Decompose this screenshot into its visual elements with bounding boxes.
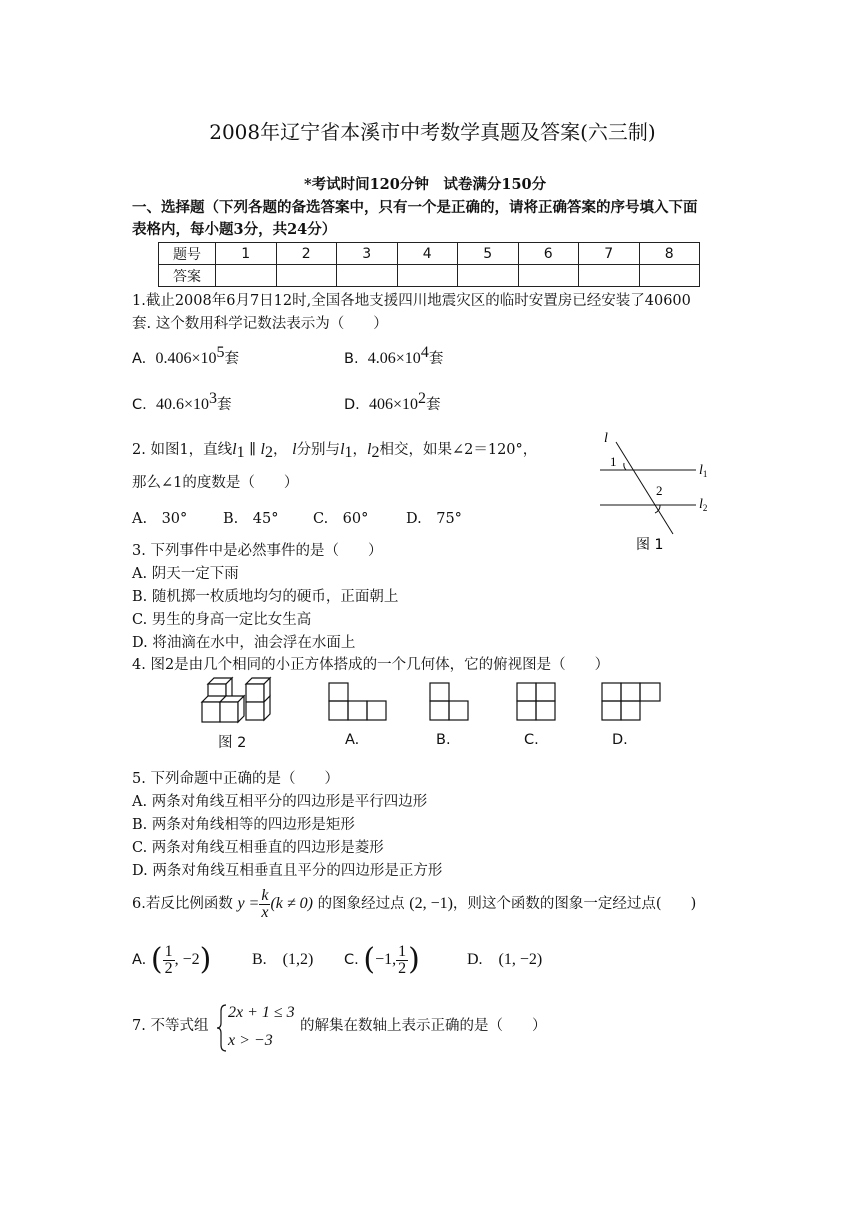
table-cell: 1 xyxy=(216,243,277,265)
label-angle-2: 2 xyxy=(656,483,663,498)
table-cell: 3 xyxy=(337,243,398,265)
table-cell: 8 xyxy=(639,243,700,265)
q2-option-d: D. 75° xyxy=(406,511,462,527)
q2-stem-line2: 那么∠1的度数是（ ） xyxy=(132,475,299,491)
table-header-cell: 答案 xyxy=(159,265,216,287)
table-row xyxy=(159,265,700,287)
answer-cell[interactable] xyxy=(579,265,640,287)
answer-cell[interactable] xyxy=(276,265,337,287)
table-row xyxy=(159,243,700,265)
answer-cell[interactable] xyxy=(397,265,458,287)
q6-option-a: A. ( $\frac{1}{2}$ , −2 ) xyxy=(132,942,212,977)
q1-option-d: D. $406\times 10^2$套 xyxy=(344,390,441,413)
brace-icon xyxy=(216,1003,228,1053)
exam-info: *考试时间120分钟 试卷满分150分 xyxy=(304,176,547,193)
answer-cell[interactable] xyxy=(216,265,277,287)
q1-stem-line1: 1.截止2008年6月7日12时,全国各地支援四川地震灾区的临时安置房已经安装了40600 xyxy=(132,293,691,309)
q7-prefix: 7. 不等式组 xyxy=(132,1018,209,1034)
q2-option-a: A. 30° xyxy=(132,511,188,527)
q2-figure xyxy=(590,428,720,558)
q7-suffix: 的解集在数轴上表示正确的是（ ） xyxy=(300,1018,547,1034)
answer-cell[interactable] xyxy=(639,265,700,287)
q5-stem: 5. 下列命题中正确的是（ ） xyxy=(132,771,339,787)
q4-stem: 4. 图2是由几个相同的小正方体搭成的一个几何体，它的俯视图是（ ） xyxy=(132,657,610,673)
section-heading-line1: 一、选择题（下列各题的备选答案中，只有一个是正确的，请将正确答案的序号填入下面 xyxy=(132,199,698,216)
q1-stem-line2: 套. 这个数用科学记数法表示为（ ） xyxy=(132,316,388,332)
table-cell: 2 xyxy=(276,243,337,265)
q5-option-b: B. 两条对角线相等的四边形是矩形 xyxy=(132,817,355,833)
q7-inequality-1: 2x + 1 ≤ 3 xyxy=(228,1004,295,1021)
q3-stem: 3. 下列事件中是必然事件的是（ ） xyxy=(132,543,383,559)
label-l: l xyxy=(604,431,608,446)
label-l1: $l_1$ xyxy=(699,463,708,479)
q6-stem: 6.若反比例函数 y = $\frac{k}{x}$ (k ≠ 0) 的图象经过点 (2, −1) ，则这个函数的图象一定经过点( ) xyxy=(132,886,697,921)
answer-table xyxy=(158,242,700,287)
table-header-cell: 题号 xyxy=(159,243,216,265)
q6-option-b: B. (1,2) xyxy=(252,951,314,968)
q2-option-c: C. 60° xyxy=(313,511,369,527)
figure2-caption: 图 2 xyxy=(218,735,247,751)
q4-option-b-figure xyxy=(429,682,473,722)
table-cell: 4 xyxy=(397,243,458,265)
q6-option-d: D. (1, −2) xyxy=(467,951,543,968)
table-cell: 7 xyxy=(579,243,640,265)
answer-cell[interactable] xyxy=(518,265,579,287)
q3-option-c: C. 男生的身高一定比女生高 xyxy=(132,612,312,628)
q4-option-b-label: B. xyxy=(436,732,451,748)
line-l xyxy=(616,442,673,534)
q7-inequality-2: x > −3 xyxy=(228,1032,273,1049)
q5-option-d: D. 两条对角线互相垂直且平分的四边形是正方形 xyxy=(132,863,443,879)
q4-option-d-label: D. xyxy=(612,732,628,748)
table-cell: 6 xyxy=(518,243,579,265)
table-cell: 5 xyxy=(458,243,519,265)
q4-figure2-cubes xyxy=(196,676,276,728)
q2-option-b: B. 45° xyxy=(223,511,279,527)
label-l2: $l_2$ xyxy=(699,497,708,513)
q5-option-c: C. 两条对角线互相垂直的四边形是菱形 xyxy=(132,840,384,856)
q4-option-c-label: C. xyxy=(524,732,539,748)
label-angle-1: 1 xyxy=(610,454,617,469)
q4-option-c-figure xyxy=(516,682,560,722)
angle-1-arc xyxy=(624,463,626,470)
q6-option-c: C. ( −1, $\frac{1}{2}$ ) xyxy=(344,942,420,977)
q3-option-b: B. 随机掷一枚质地均匀的硬币，正面朝上 xyxy=(132,589,399,605)
answer-cell[interactable] xyxy=(458,265,519,287)
page-title: 2008年辽宁省本溪市中考数学真题及答案(六三制) xyxy=(209,120,656,144)
q1-option-b: B. $4.06\times 10^4$套 xyxy=(344,344,444,367)
q4-option-a-label: A. xyxy=(345,732,360,748)
q4-option-d-figure xyxy=(601,682,665,722)
q3-option-a: A. 阴天一定下雨 xyxy=(132,566,239,582)
section-heading-line2: 表格内，每小题3分，共24分） xyxy=(132,221,337,238)
figure1-caption: 图 1 xyxy=(636,537,664,553)
q3-option-d: D. 将油滴在水中，油会浮在水面上 xyxy=(132,635,356,651)
q4-option-a-figure xyxy=(328,682,390,722)
answer-cell[interactable] xyxy=(337,265,398,287)
q1-option-a: A. $0.406\times 10^5$套 xyxy=(132,344,240,367)
q1-option-c: C. $40.6\times 10^3$套 xyxy=(132,390,232,413)
q5-option-a: A. 两条对角线互相平分的四边形是平行四边形 xyxy=(132,794,428,810)
q2-stem-line1: 2. 如图1，直线$l_1$ ∥ $l_2$， l分别与$l_1$，$l_2$相交，如果∠2＝120°， xyxy=(132,441,538,461)
